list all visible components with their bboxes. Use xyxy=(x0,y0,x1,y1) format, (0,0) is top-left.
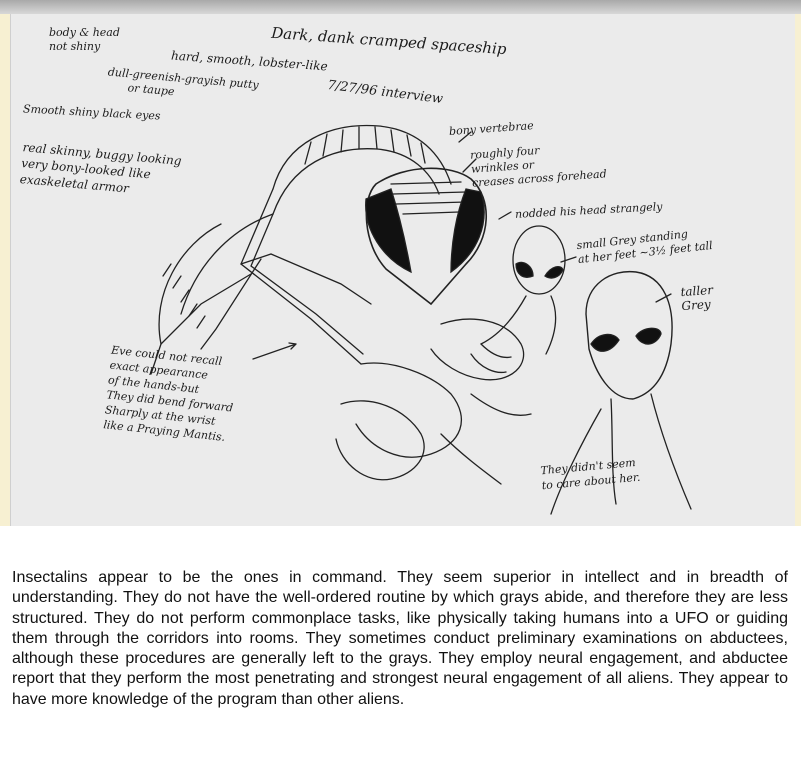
note-body-head-not-shiny: body & head not shiny xyxy=(49,26,120,53)
note-date: 7/27/96 interview xyxy=(326,77,444,108)
caption-paragraph: Insectalins appear to be the ones in command. They seem superior in intellect and in breadth of understanding. They do not have the well-ordered routine by which grays abide, and therefore they are less structured. They do not perform commonplace tasks, like physically taking humans into a UFO or guiding them through the corridors into rooms. They sometimes conduct preliminary examinations on abductees, although these procedures are generally left to the grays. They employ neural engagement, and abductee report that they perform the most penetrating and strongest neural engagement of all aliens. They appear to have more knowledge of the program than other aliens. xyxy=(12,569,788,708)
sketch-illustration xyxy=(10,14,795,526)
note-vertebrae: bony vertebrae xyxy=(448,119,535,138)
note-wrinkles: roughly four wrinkles or creases across forehead xyxy=(469,143,608,190)
note-didnt-care: They didn't seem to care about her. xyxy=(539,456,641,493)
note-color: dull-greenish-grayish putty or taupe xyxy=(106,65,260,99)
note-title: Dark, dank cramped spaceship xyxy=(270,23,508,59)
note-eyes: Smooth shiny black eyes xyxy=(22,102,161,123)
note-skinny: real skinny, buggy looking very bony-looked like exaskeletal armor xyxy=(19,140,183,196)
top-border xyxy=(0,0,801,14)
note-taller-grey: taller Grey xyxy=(680,282,714,314)
note-nodded: nodded his head strangely xyxy=(514,200,663,221)
note-small-grey: small Grey standing at her feet ~3½ feet tall xyxy=(575,227,714,266)
note-hard-smooth: hard, smooth, lobster-like xyxy=(170,48,329,74)
caption-panel xyxy=(0,526,801,777)
note-hands: Eve could not recall exact appearance of the hands-but They did bend forward Sharply at the wrist like a Praying Mantis. xyxy=(102,343,234,444)
